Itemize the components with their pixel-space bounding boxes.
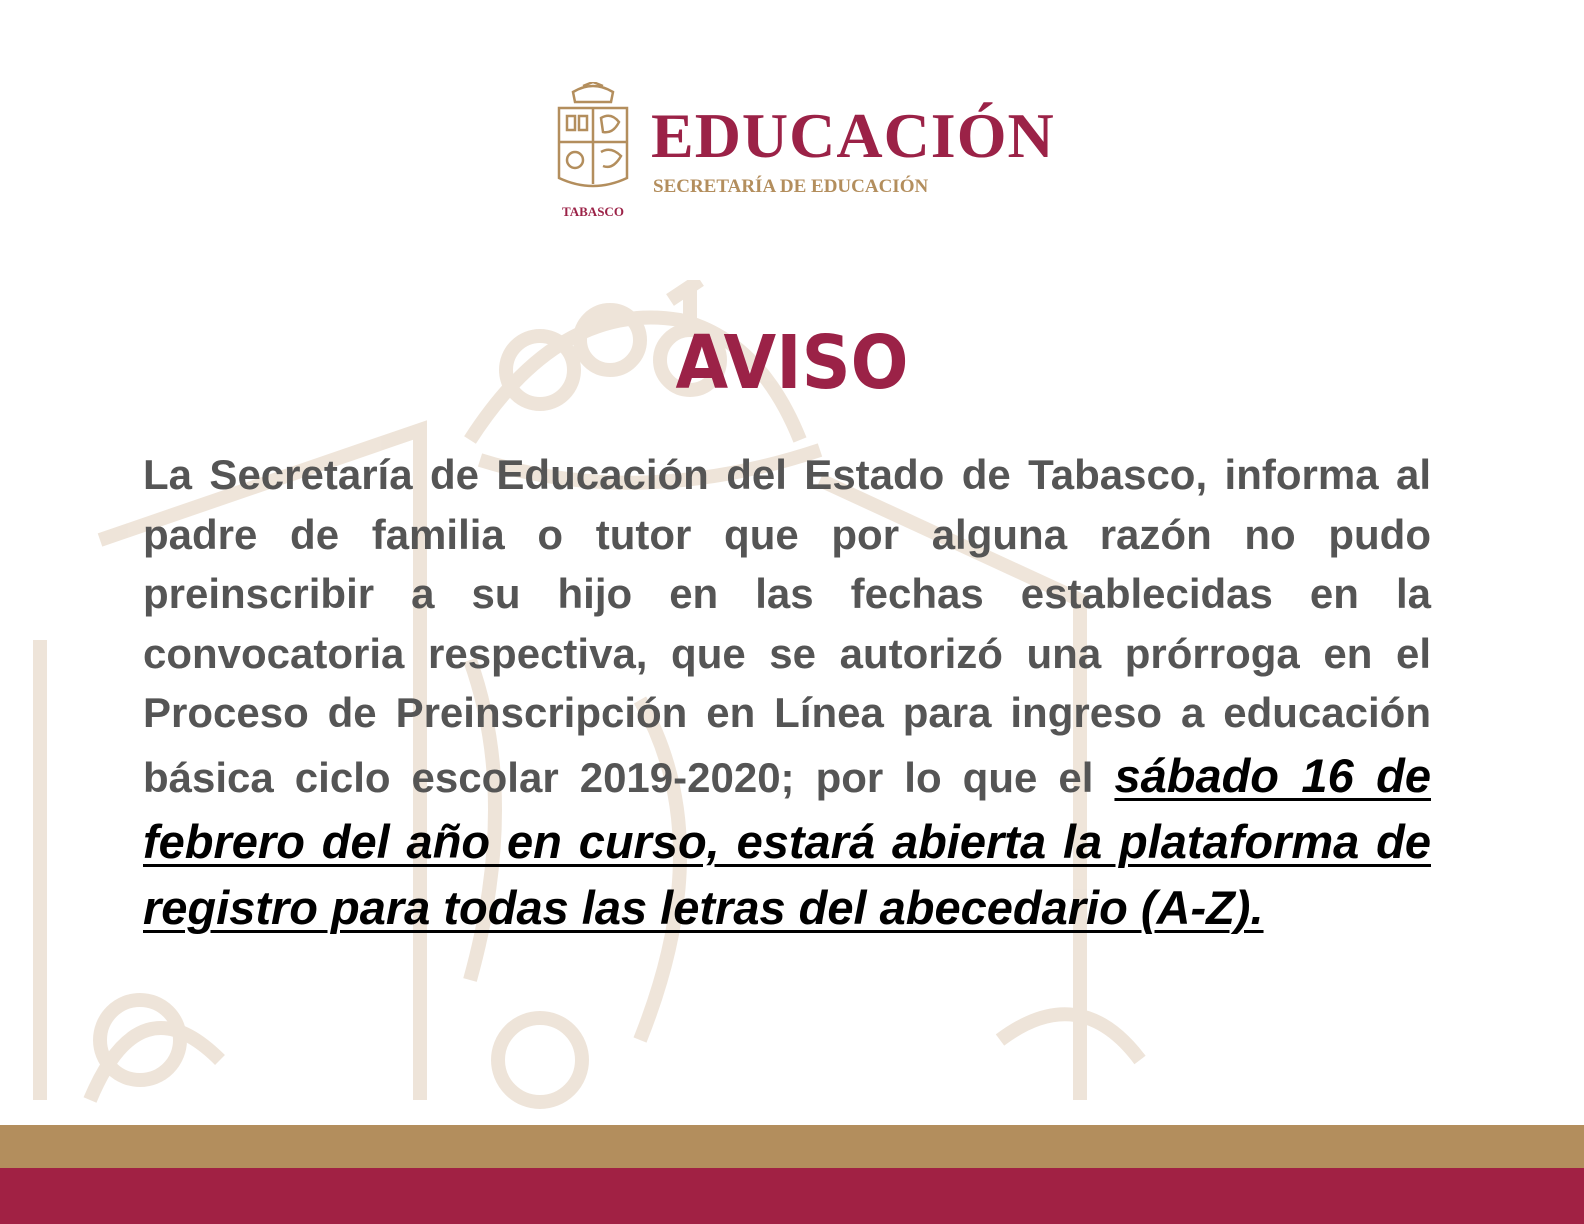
logo-title: EDUCACIÓN bbox=[651, 100, 1055, 171]
notice-emphasis: sábado 16 de febrero del año en curso, estará abierta la plataforma de registro para todas las letras del abecedario (A-Z). bbox=[143, 748, 1431, 934]
notice-heading: AVISO bbox=[675, 320, 909, 406]
coat-of-arms-icon bbox=[553, 82, 633, 202]
logo-subtitle: SECRETARÍA DE EDUCACIÓN bbox=[653, 176, 929, 197]
secretaria-logo bbox=[553, 82, 1073, 222]
footer-maroon-band bbox=[0, 1168, 1584, 1224]
footer-gold-band bbox=[0, 1125, 1584, 1168]
notice-body bbox=[143, 445, 1431, 941]
notice-body-text: La Secretaría de Educación del Estado de Tabasco, informa al padre de familia o tutor que por alguna razón no pudo preinscribir a su hijo en las fechas establecidas en la convocatoria respectiva, que se autorizó una prórroga en el Proceso de Preinscripción en Línea para ingreso a educación básica ciclo escolar 2019-2020; por lo que el bbox=[143, 451, 1431, 801]
crest-label: TABASCO bbox=[562, 204, 624, 219]
